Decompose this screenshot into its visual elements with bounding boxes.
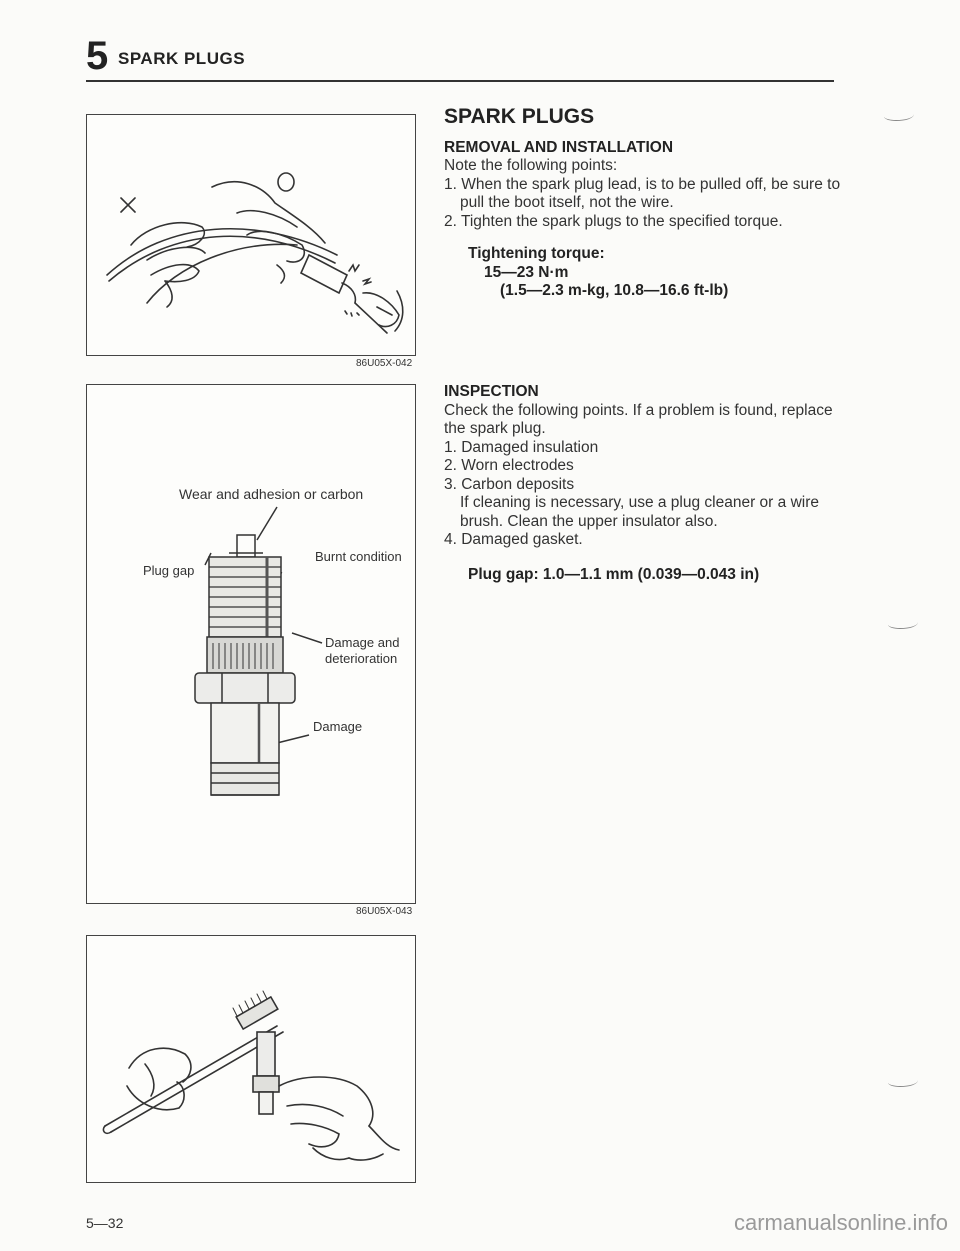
figure-plug-inspection — [86, 384, 416, 904]
inspection-item-3: 3. Carbon deposits — [444, 475, 575, 493]
inspection-heading: INSPECTION — [444, 383, 539, 400]
plug-gap-spec: Plug gap: 1.0—1.1 mm (0.039—0.043 in) — [468, 565, 760, 583]
page-header — [86, 34, 834, 82]
torque-value: 15—23 N·m — [484, 263, 569, 281]
hands-pulling-lead-illustration — [87, 115, 417, 357]
removal-intro: Note the following points: — [444, 157, 618, 174]
content-column — [444, 105, 844, 301]
inspection-item-4: 4. Damaged gasket. — [444, 531, 583, 548]
inspection-column — [444, 383, 844, 584]
removal-item-1: 1. When the spark plug lead, is to be pulled off, be sure to pull the boot itself, not the wire. — [444, 175, 841, 211]
inspection-item-2: 2. Worn electrodes — [444, 457, 574, 474]
inspection-item-3-note: If cleaning is necessary, use a plug cleaner or a wire brush. Clean the upper insulator also. — [460, 494, 819, 530]
figure-wire-brush — [86, 935, 416, 1183]
inspection-item-1: 1. Damaged insulation — [444, 438, 599, 456]
removal-heading: REMOVAL AND INSTALLATION — [444, 138, 674, 156]
inspection-intro: Check the following points. If a problem is found, replace the spark plug. — [444, 401, 833, 437]
margin-mark — [888, 1076, 918, 1087]
removal-item-2: 2. Tighten the spark plugs to the specified torque. — [444, 212, 783, 230]
torque-alt: (1.5—2.3 m-kg, 10.8—16.6 ft-lb) — [500, 282, 729, 299]
label-plug-gap: Plug gap — [143, 563, 195, 578]
page-number: 5—32 — [86, 1215, 124, 1231]
section-title: SPARK PLUGS — [444, 105, 595, 128]
chapter-number: 5 — [86, 34, 109, 78]
margin-mark — [888, 618, 918, 629]
figure-code-1: 86U05X-042 — [356, 358, 413, 369]
label-damage-det-1: Damage and — [325, 635, 400, 650]
watermark: carmanualsonline.info — [733, 1210, 948, 1235]
figure-code-2: 86U05X-043 — [356, 906, 413, 917]
chapter-title: SPARK PLUGS — [118, 49, 246, 68]
wire-brush-cleaning-illustration — [87, 936, 417, 1184]
margin-mark — [884, 110, 914, 121]
label-damage-det-2: deterioration — [325, 651, 398, 666]
label-burnt: Burnt condition — [315, 549, 402, 564]
torque-label: Tightening torque: — [468, 245, 605, 262]
label-damage: Damage — [313, 719, 363, 734]
label-wear: Wear and adhesion or carbon — [179, 486, 364, 502]
figure-remove-lead — [86, 114, 416, 356]
